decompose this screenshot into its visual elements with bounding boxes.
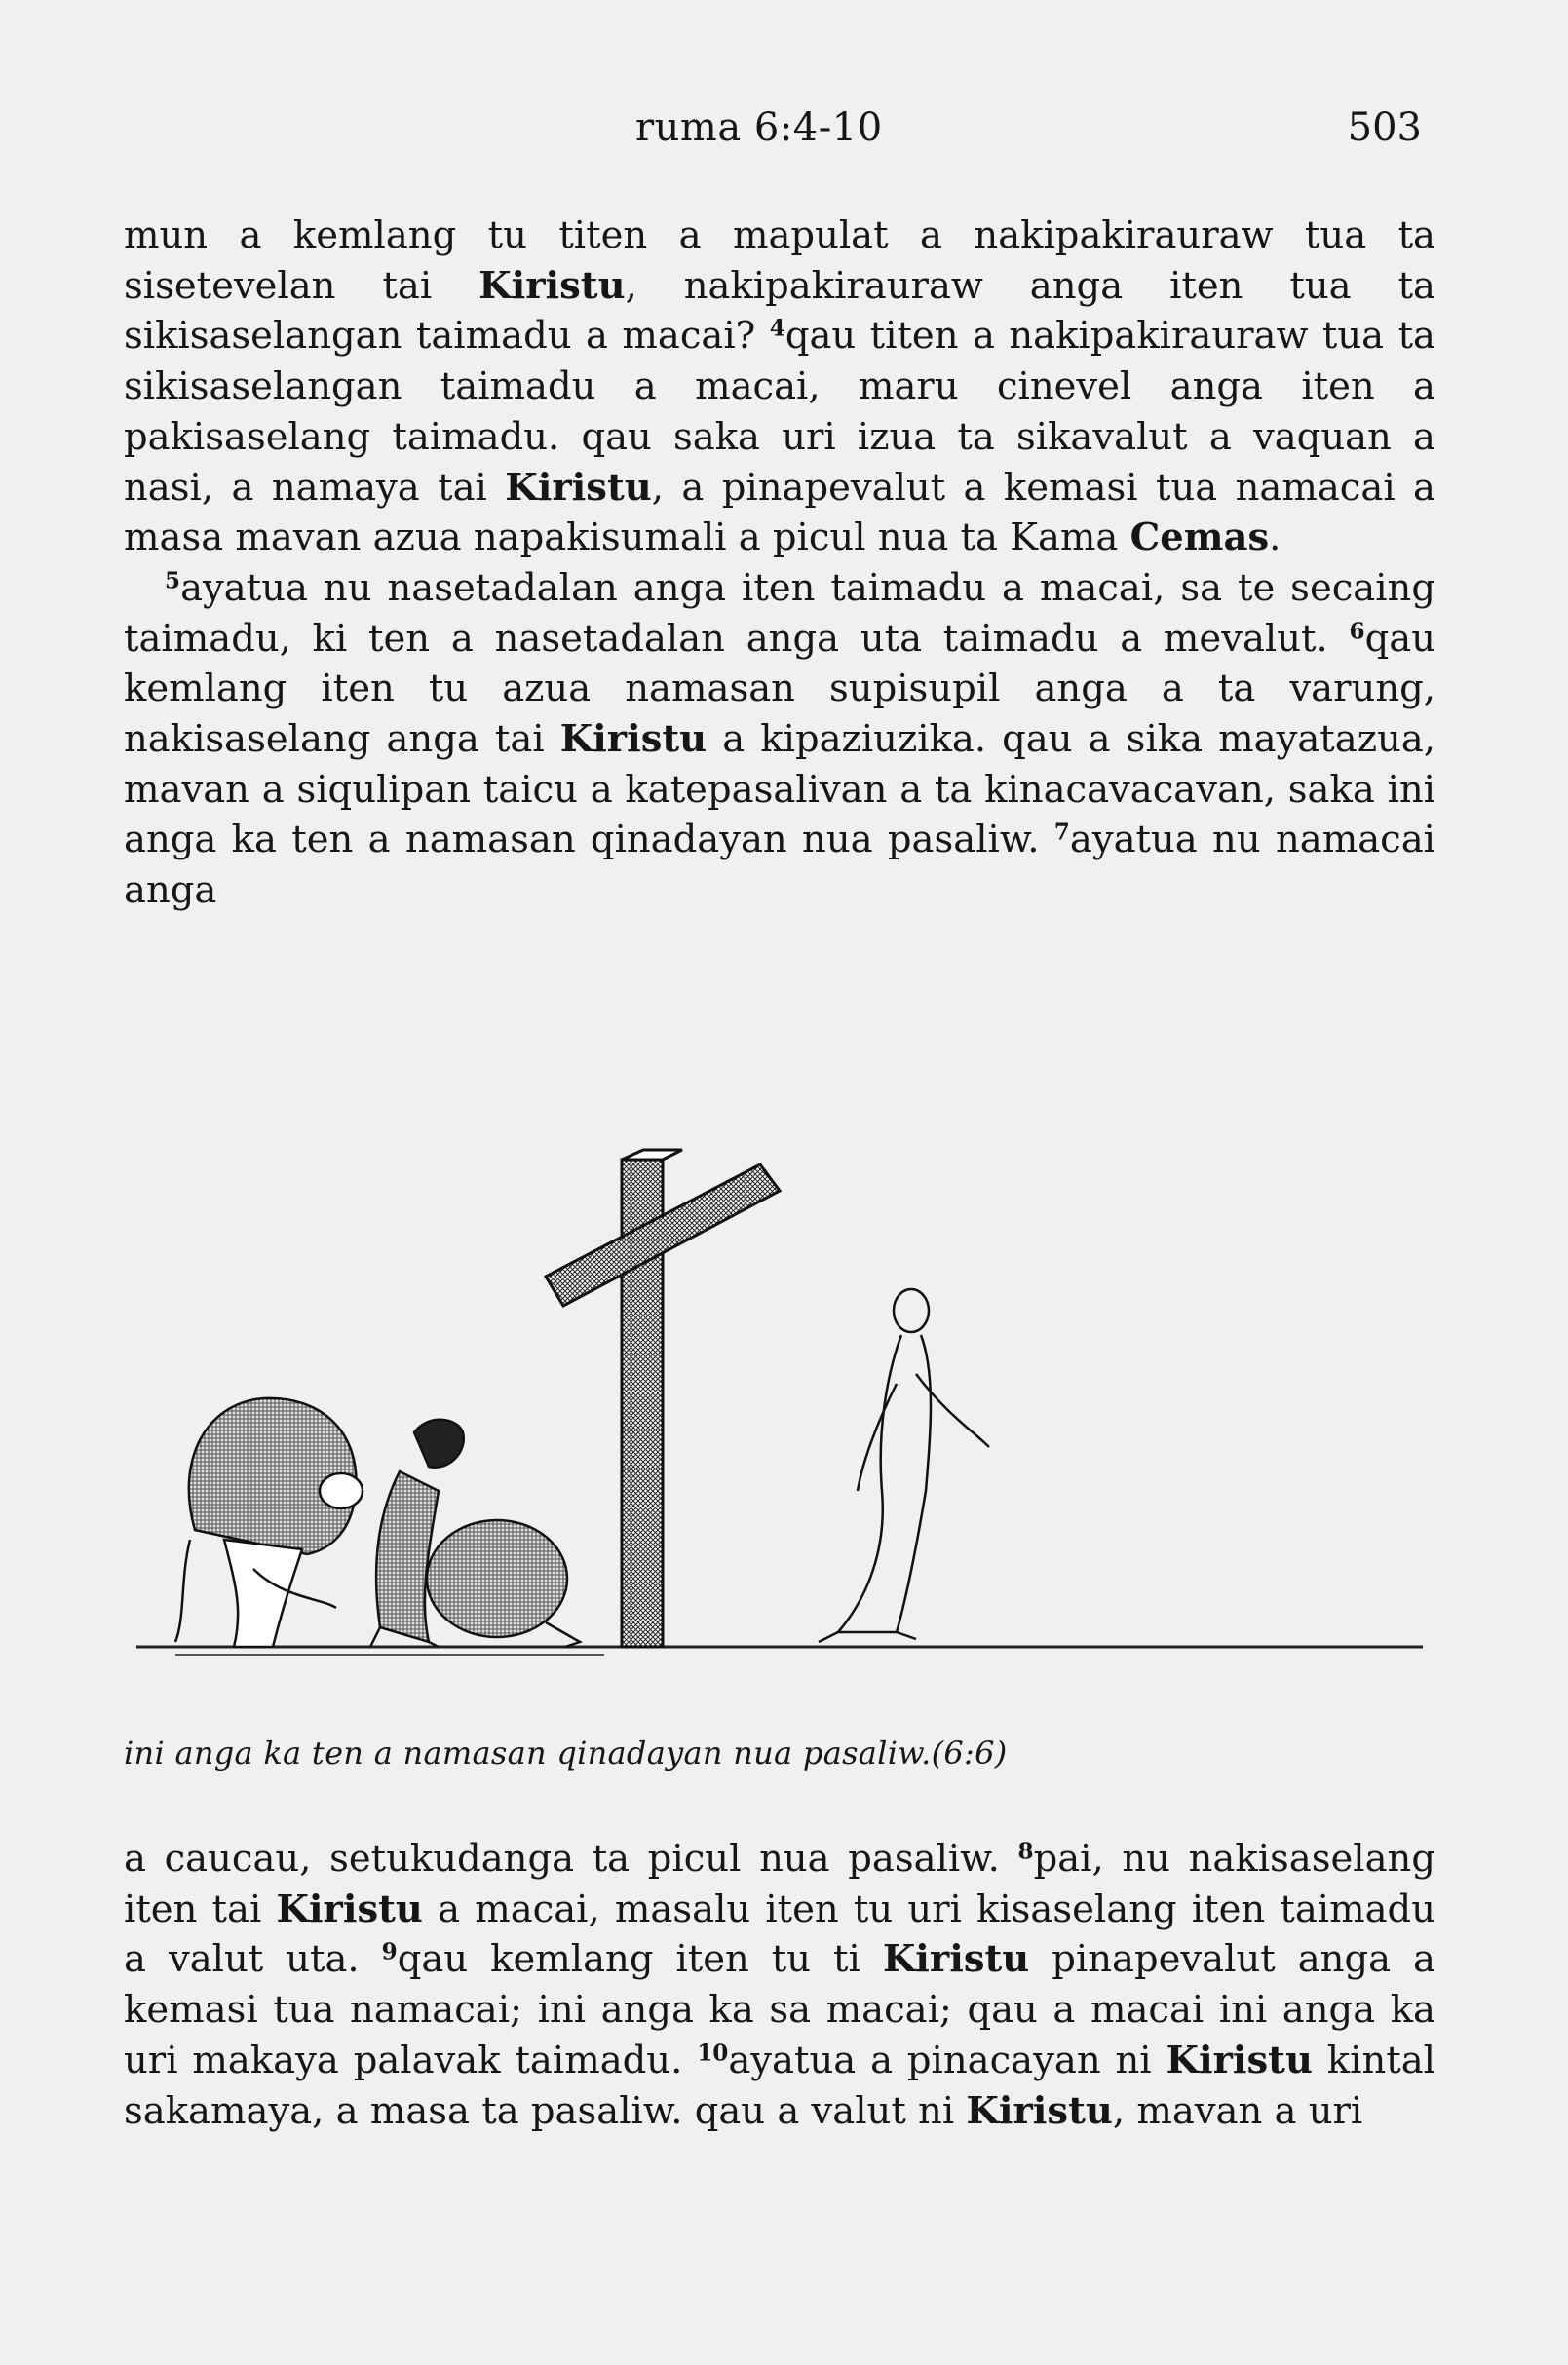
verse-number: 4: [769, 315, 785, 342]
figure-walking-free: [819, 1289, 989, 1642]
name-kiristu-or-cemas: Kiristu: [478, 263, 626, 308]
name-kiristu-or-cemas: Kiristu: [882, 1937, 1030, 1982]
page-number: 503: [1347, 105, 1422, 150]
verse-number: 9: [381, 1938, 398, 1965]
verse-number: 10: [697, 2040, 729, 2067]
name-kiristu-or-cemas: Kiristu: [276, 1887, 423, 1931]
figure-carrying-sack: [175, 1398, 363, 1647]
verse-number: 8: [1017, 1838, 1034, 1865]
verse-number: 7: [1053, 819, 1070, 846]
name-kiristu-or-cemas: Cemas: [1129, 515, 1270, 560]
name-kiristu-or-cemas: Kiristu: [505, 465, 652, 510]
running-head: ruma 6:4-10: [635, 105, 883, 150]
figure-with-bundle: [370, 1420, 580, 1647]
illustration-cross-and-burdens: [136, 1140, 1423, 1686]
paragraph: a caucau, setukudanga ta picul nua pasaliw. $^8$pai, nu nakisaselang iten tai Kiristu a macai, masalu iten tu uri kisaselang iten taimadu a valut uta. $^9$qau kemlang iten tu ti Kiristu pinapevalut anga a kemasi tua namacai; ini anga ka sa macai; qau a macai ini anga ka uri makaya palavak taimadu. $^{10}$ayatua a pinacayan ni Kiristu kintal sakamaya, a masa ta pasaliw. qau a valut ni Kiristu, mavan a uri: [124, 1837, 1435, 2133]
name-kiristu-or-cemas: Kiristu: [966, 2088, 1113, 2133]
name-kiristu-or-cemas: Kiristu: [559, 717, 708, 762]
illustration-caption: ini anga ka ten a namasan qinadayan nua pasaliw.(6:6): [124, 1735, 1008, 1772]
verse-number: 6: [1349, 617, 1365, 644]
page-header: [0, 105, 1568, 164]
cross: [546, 1150, 780, 1647]
body-text-block-bottom: [124, 1834, 1435, 2136]
paragraph: $^5$ayatua nu nasetadalan anga iten taimadu a macai, sa te secaing taimadu, ki ten a nasetadalan anga uta taimadu a mevalut. $^6$qau kemlang iten tu azua namasan supisupil anga a ta varung, nakisaselang anga tai Kiristu a kipaziuzika. qau a sika mayatazua, mavan a siqulipan taicu a katepasalivan a ta kinacavacavan, saka ini anga ka ten a namasan qinadayan nua pasaliw. $^7$ayatua nu namacai anga: [124, 565, 1435, 913]
verse-number: 5: [165, 567, 181, 594]
name-kiristu-or-cemas: Kiristu: [1166, 2038, 1313, 2082]
paragraph: mun a kemlang tu titen a mapulat a nakipakirauraw tua ta sisetevelan tai Kiristu, nakipakirauraw anga iten tua ta sikisaselangan taimadu a macai? $^4$qau titen a nakipakirauraw tua ta sikisaselangan taimadu a macai, maru cinevel anga iten a pakisaselang taimadu. qau saka uri izua ta sikavalut a vaquan a nasi, a namaya tai Kiristu, a pinapevalut a kemasi tua namacai a masa mavan azua napakisumali a picul nua ta Kama Cemas.: [124, 213, 1435, 560]
body-text-block-top: [124, 210, 1435, 916]
